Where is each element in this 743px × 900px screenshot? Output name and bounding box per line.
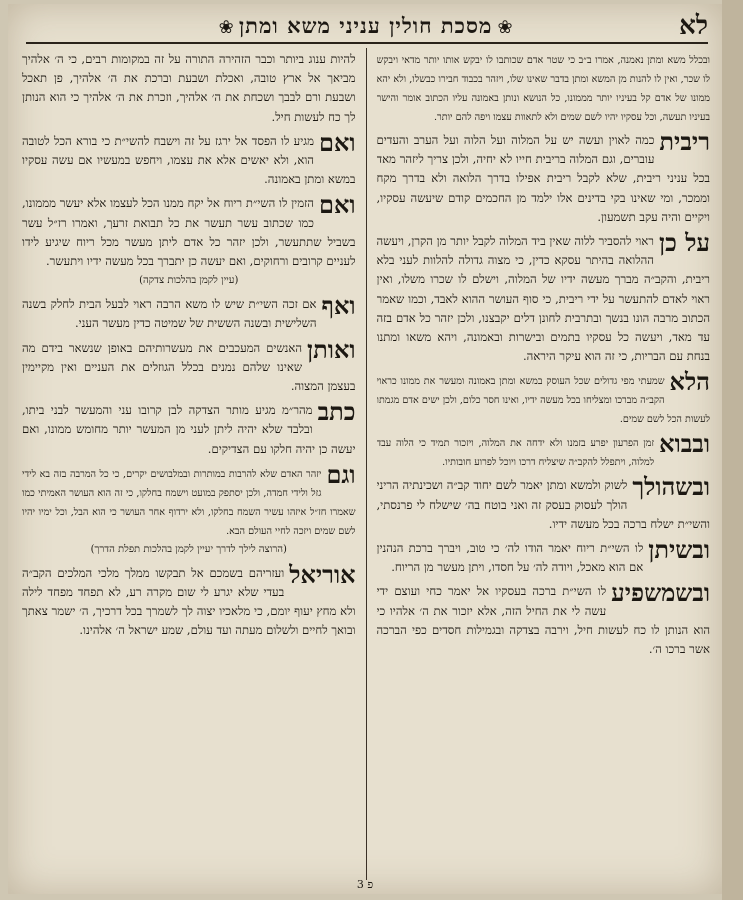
paragraph-lead-word: ובבוא (659, 429, 710, 459)
column-divider (366, 48, 367, 880)
paragraph-body: מהר״מ מגיע מותר הצדקה לבן קרובו עני והמעשר לבני ביתו, ובלבד שלא יהיה ליתן לעני מן המעשר יותר מחומש ממונו, ואם יעשה כן יהיה חלקו עם הצדיקים. (22, 403, 356, 456)
paragraph-lead-word: ואותן (307, 334, 356, 364)
page-header (26, 10, 708, 44)
text-paragraph (377, 48, 711, 124)
section-note: (עיין לקמן בהלכות צדקה) (139, 275, 239, 287)
paragraph-lead-word: ובשיתן (648, 535, 710, 565)
printer-signature: 3 פ (356, 878, 374, 891)
paragraph-lead-word: ובשמשפיע (611, 578, 710, 608)
paragraph-body: ובכלל משא ומתן נאמנה, אמרו ב״ב כי שטר אדם שכותבו לו יבקש אותו יותר מדאי ויבקש לו שכר, ואין לו להנות מן המשא ומתן בדבר שאינו שלו, ויזהר בכבוד חבירו כבשלו, ולא יהא ממונו של אדם קל בעיניו יותר מממונו, כל הנושא ונותן באמונה עליו הכתוב אומר והישר בעיניו תעשה, וכל עסקיו יהיו לשם שמים ולא לתאוות עצמו ויפה להם יותר. (376, 55, 710, 123)
text-paragraph (22, 48, 356, 125)
text-paragraph (22, 559, 356, 639)
paragraph-body: לו השי״ת ריוח יאמר הודו לה׳ כי טוב, ויברך ברכת הנהנין אם הוא מאכל, ויודה לה׳ על חסדו, ויתן מעשר מן הריוח. (376, 541, 644, 575)
paragraph-body: ראוי להסביר ללוה שאין ביד המלוה לקבל יותר מן הקרן, ויעשה ההלואה בהיתר עסקא כדין, כי מצוה גדולה להלוות לעני בלא ריבית, והקב״ה מברך מעשה ידיו של המלוה, וישלם לו שכרו משלו, ואין ראוי לאדם להתעשר על ידי ריבית, כי סוף העושר ההוא לאבד, וכמו שאמר הכתוב מרבה הונו בנשך ובתרבית לחונן דלים יקבצנו, ולכן יזהר כל אדם בזה עד מאד, ויעשה כל עסקיו בתמים ובישרות ובאמונה, ויהא משאו ומתנו בנחת עם הבריות, כי זה הוא עיקר היראה. (376, 234, 710, 364)
book-page (8, 4, 722, 894)
page-edge (722, 0, 743, 900)
right-column (377, 48, 711, 880)
paragraph-body: לו השי״ת ברכה בעסקיו אל יאמר כחי ועוצם ידי עשה לי את החיל הזה, אלא יזכור את ה׳ אלהיו כי הוא הנותן לו כח לעשות חיל, וירבה בצדקה ובגמילות חסדים כפי הברכה אשר ברכו ה׳. (376, 584, 710, 657)
paragraph-body: יזהר האדם שלא להרבות במותרות ובמלבושים יקרים, כי כל המרבה בזה בא לידי גזל ולידי חמדה, ולכן יסתפק במועט וישמח בחלקו, כי זה הוא העושר האמיתי כמו שאמרו חז״ל איזהו עשיר השמח בחלקו, ולא ירדוף אחר העושר כי הוא הבל, וכל ימיו יהיו לשם שמים ויזכה לחיי העולם הבא. (22, 468, 356, 537)
text-paragraph (377, 230, 711, 364)
paragraph-body: אם זכה השי״ת שיש לו משא הרבה ראוי לבעל הבית לחלק בשנה השלישית ובשנה הששית של שמיטה כדין מעשר העני. (22, 297, 317, 331)
paragraph-lead-word: על כן (658, 228, 710, 258)
folio-number: לא (679, 11, 708, 41)
paragraph-body: הזמין לו השי״ת ריוח אל יקח ממנו הכל לעצמו אלא יעשר מממונו, כמו שכתוב עשר תעשר את כל תבואת זרעך, ואמרו רז״ל עשר בשביל שתתעשר, ולכן יזהר כל אדם ליתן מעשר מכל ריוח שיגיע לידו לעניים קרובים ורחוקים, ואם יעשה כן יתברך בכל מעשה ידיו ויתעשר. (22, 196, 356, 269)
text-paragraph (377, 369, 711, 426)
text-paragraph (377, 129, 711, 225)
paragraph-lead-word: וגם (326, 459, 356, 489)
paragraph-lead-word: ואף (321, 291, 356, 321)
text-paragraph (22, 293, 356, 331)
left-column (22, 48, 356, 880)
ornament-left: ❀ (218, 17, 234, 38)
running-title: מסכת חולין עניני משא ומתן (238, 13, 493, 38)
text-columns (22, 48, 710, 880)
text-paragraph (377, 474, 711, 532)
text-paragraph (22, 192, 356, 269)
paragraph-lead-word: ובשהולך (632, 472, 710, 502)
paragraph-body: האנשים המעכבים את מעשרותיהם באופן שנשאר בידם מה שאינו שלהם נמנים בכלל הגוזלים את העניים ואין מקיימין בעצמן המצוה. (22, 340, 356, 394)
text-paragraph (22, 127, 356, 188)
text-paragraph (22, 459, 356, 538)
paragraph-body: להיות ענוג ביותר וכבר הזהירה התורה על זה במקומות רבים, כי ה׳ אלהיך מביאך אל ארץ טובה, ואכלת ושבעת וברכת את ה׳ אלהיך, פן תאכל ושבעת ורם לבבך ושכחת את ה׳ אלהיך, וזכרת את ה׳ אלהיך כי הוא הנותן לך כח לעשות חיל. (22, 52, 356, 124)
page-footer (8, 878, 722, 891)
paragraph-body: שמעתי מפי גדולים שכל העוסק במשא ומתן באמונה ומעשר את ממונו כראוי הקב״ה מברכו ומצליחו בכל מעשה ידיו, ואינו חסר כלום, ולכן ישים אדם מגמתו לעשות הכל לשם שמים. (376, 376, 710, 426)
paragraph-lead-word: הלא (669, 367, 710, 397)
ornament-right: ❀ (497, 17, 513, 38)
text-paragraph (22, 334, 356, 395)
running-title-wrapper (219, 13, 513, 39)
paragraph-body: מגיע לו הפסד אל ירגז על זה וישבח להשי״ת כי בורא הכל לטובה הוא, ולא יאשים אלא את עצמו, ויחפש במעשיו אם עשה עסקיו במשא ומתן באמונה. (22, 133, 356, 187)
paragraph-lead-word: ואם (318, 127, 356, 157)
text-paragraph (22, 399, 356, 457)
paragraph-body: ועזריהם בשמכם אל תבקשו ממלך מלכי המלכים הקב״ה בעדי שלא יגרע לי שום מקרה רע, לא תפחד מפחד לילה ולא מחץ יעוף יומם, כי מלאכיו יצוה לך לשמרך בכל דרכיך, ה׳ ישמר צאתך ובואך לחיים ולשלום מעתה ועד עולם, שמע ישראל ה׳ אלהינו. (22, 565, 356, 638)
paragraph-body: זמן הפרעון יפרע בזמנו ולא ידחה את המלוה, ויזכור תמיד כי הלוה עבד למלוה, ויתפלל להקב״ה שיצליח דרכו ויוכל לפרוע חובותיו. (376, 438, 655, 469)
text-paragraph (377, 580, 711, 657)
paragraph-lead-word: אוריאל (289, 559, 356, 589)
paragraph-lead-word: ואם (318, 190, 356, 220)
paragraph-body: כמה לאוין ועשה יש על המלוה ועל הלוה ועל הערב והעדים עוברים, וגם המלוה בריבית חייו לא יחיה, ולכן צריך ליזהר מאד בכל עניני ריבית, שלא לקבל ריבית אפילו בדרך הלואה ולא בדרך מקח וממכר, ומי שאינו בקי בדינים אלו ילמד מן החכמים קודם שיעשה עסקיו, ויקיים והיה עקב תשמעון. (376, 133, 710, 224)
text-paragraph (377, 537, 711, 575)
paragraph-lead-word: כתב (317, 397, 356, 427)
paragraph-lead-word: ריבית (659, 127, 710, 156)
paragraph-body: לשוק ולמשא ומתן יאמר לשם יחוד קב״ה ושכינתיה הריני הולך לעסוק בעסק זה ואני בוטח בה׳ שישלח לי פרנסתי, והשי״ת ישלח ברכה בכל מעשה ידיו. (376, 478, 710, 531)
text-paragraph (377, 431, 711, 469)
section-note: (הרוצה לילך לדרך יעיין לקמן בהלכות תפלת הדרך) (90, 543, 287, 555)
